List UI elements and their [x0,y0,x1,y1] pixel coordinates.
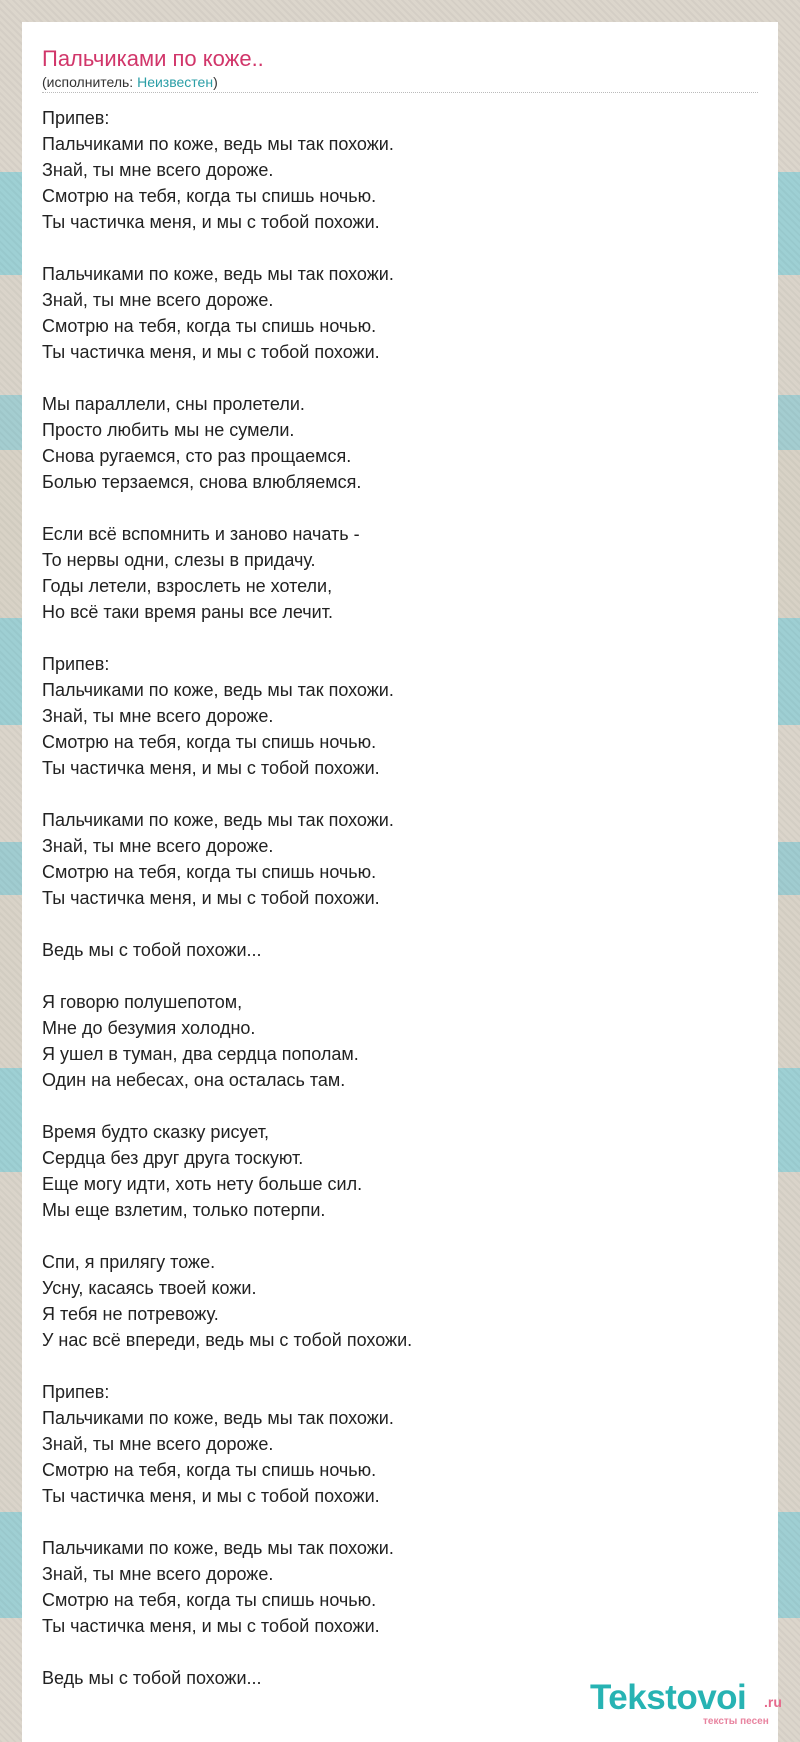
watermark-tagline: тексты песен [703,1716,769,1727]
artist-suffix: ) [213,74,218,90]
lyric-line: Просто любить мы не сумели. [42,420,295,440]
lyric-line: Смотрю на тебя, когда ты спишь ночью. [42,732,377,752]
lyric-line: Пальчиками по коже, ведь мы так похожи. [42,1538,394,1558]
lyric-line: Ты частичка меня, и мы с тобой похожи. [42,212,380,232]
lyric-line: Спи, я прилягу тоже. [42,1252,216,1272]
lyric-line: Смотрю на тебя, когда ты спишь ночью. [42,316,377,336]
lyric-line: Еще могу идти, хоть нету больше сил. [42,1174,363,1194]
lyric-line: Время будто сказку рисует, [42,1122,269,1142]
artist-line [42,72,218,92]
lyric-line: Мы еще взлетим, только потерпи. [42,1200,326,1220]
lyric-line: Знай, ты мне всего дороже. [42,160,274,180]
watermark-brand: Tekstovoi [590,1678,747,1717]
lyrics-card [22,22,782,1742]
stanza-gap [42,1093,412,1119]
artist-link[interactable]: Неизвестен [137,74,214,90]
title-divider [42,92,758,93]
lyric-line: Я тебя не потревожу. [42,1304,219,1324]
lyric-line: Пальчиками по коже, ведь мы так похожи. [42,680,394,700]
stanza-gap [42,1223,412,1249]
stanza-gap [42,911,412,937]
lyric-line: Пальчиками по коже, ведь мы так похожи. [42,1408,394,1428]
stanza-gap [42,1353,412,1379]
lyric-line: Ведь мы с тобой похожи... [42,1668,262,1688]
lyric-line: Мы параллели, сны пролетели. [42,394,305,414]
lyric-line: Болью терзаемся, снова влюбляемся. [42,472,362,492]
lyric-line: Ты частичка меня, и мы с тобой похожи. [42,342,380,362]
lyric-line: Но всё таки время раны все лечит. [42,602,333,622]
lyric-line: Пальчиками по коже, ведь мы так похожи. [42,134,394,154]
song-title: Пальчиками по коже.. [42,46,264,71]
lyric-line: Ты частичка меня, и мы с тобой похожи. [42,758,380,778]
stanza-gap [42,963,412,989]
lyric-line: Пальчиками по коже, ведь мы так похожи. [42,264,394,284]
lyric-line: Годы летели, взрослеть не хотели, [42,576,333,596]
stanza-gap [42,781,412,807]
artist-prefix: (исполнитель: [42,74,138,90]
lyric-line: Знай, ты мне всего дороже. [42,706,274,726]
lyric-line: Усну, касаясь твоей кожи. [42,1278,257,1298]
lyric-line: Смотрю на тебя, когда ты спишь ночью. [42,186,377,206]
lyric-line: Знай, ты мне всего дороже. [42,1564,274,1584]
lyric-line: Знай, ты мне всего дороже. [42,1434,274,1454]
stanza-gap [42,235,412,261]
lyric-line: Мне до безумия холодно. [42,1018,256,1038]
lyric-line: Припев: [42,1382,110,1402]
lyric-line: Знай, ты мне всего дороже. [42,290,274,310]
lyric-line: Я говорю полушепотом, [42,992,243,1012]
lyric-line: Смотрю на тебя, когда ты спишь ночью. [42,862,377,882]
lyric-line: Один на небесах, она осталась там. [42,1070,346,1090]
lyric-line: Я ушел в туман, два сердца пополам. [42,1044,359,1064]
stanza-gap [42,495,412,521]
stanza-gap [42,1639,412,1665]
lyric-line: Если всё вспомнить и заново начать - [42,524,360,544]
tekstovoi-watermark [590,1678,780,1738]
lyric-line: Смотрю на тебя, когда ты спишь ночью. [42,1460,377,1480]
lyric-line: Ты частичка меня, и мы с тобой похожи. [42,888,380,908]
lyric-line: То нервы одни, слезы в придачу. [42,550,316,570]
lyric-line: Припев: [42,654,110,674]
lyrics-body [42,105,412,1691]
lyric-line: Знай, ты мне всего дороже. [42,836,274,856]
stanza-gap [42,625,412,651]
lyric-line: Смотрю на тебя, когда ты спишь ночью. [42,1590,377,1610]
lyric-line: Ты частичка меня, и мы с тобой похожи. [42,1616,380,1636]
lyric-line: Ты частичка меня, и мы с тобой похожи. [42,1486,380,1506]
lyric-line: Припев: [42,108,110,128]
lyric-line: Сердца без друг друга тоскуют. [42,1148,304,1168]
stanza-gap [42,1509,412,1535]
lyric-line: У нас всё впереди, ведь мы с тобой похожи. [42,1330,413,1350]
watermark-domain: .ru [764,1694,782,1710]
lyric-line: Снова ругаемся, сто раз прощаемся. [42,446,352,466]
lyric-line: Ведь мы с тобой похожи... [42,940,262,960]
lyric-line: Пальчиками по коже, ведь мы так похожи. [42,810,394,830]
stanza-gap [42,365,412,391]
